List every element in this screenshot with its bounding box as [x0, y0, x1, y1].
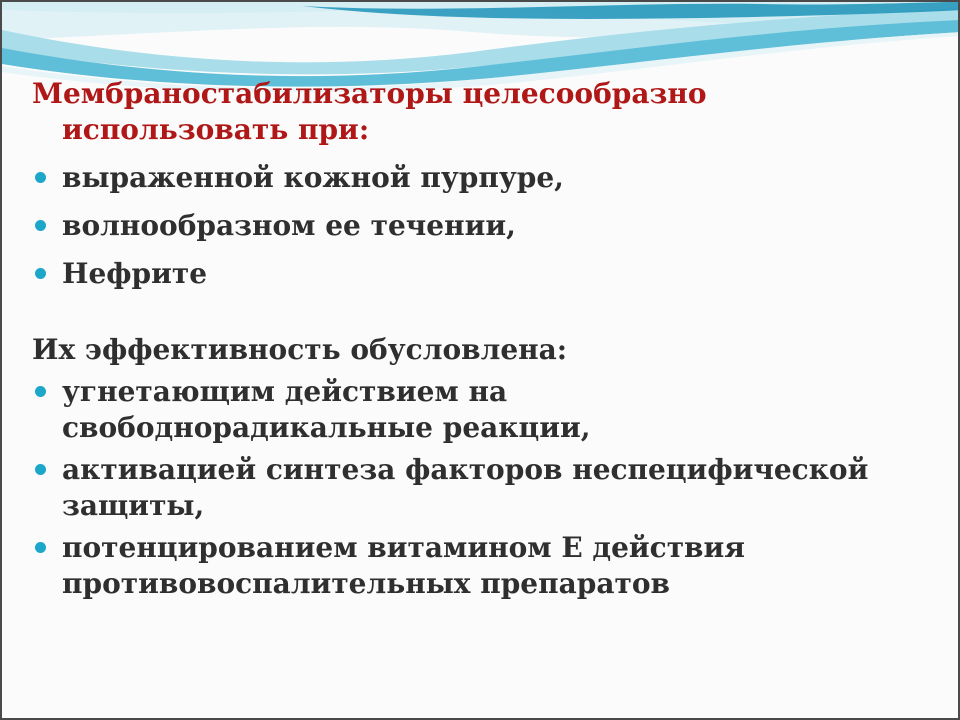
bullet-dot-icon	[35, 220, 46, 231]
bullet-dot-icon	[35, 386, 46, 397]
list-item: Нефрите	[32, 256, 932, 292]
effectiveness-list	[32, 374, 932, 602]
list-item: угнетающим действием на свободнорадикальные реакции,	[32, 374, 932, 446]
heading-indications-line2: использовать при:	[62, 113, 370, 146]
heading-indications	[32, 76, 932, 148]
indications-list	[32, 160, 932, 292]
bullet-dot-icon	[35, 268, 46, 279]
list-item: активацией синтеза факторов неспецифической защиты,	[32, 452, 932, 524]
bullet-dot-icon	[35, 542, 46, 553]
list-item: выраженной кожной пурпуре,	[32, 160, 932, 196]
list-item: волнообразном ее течении,	[32, 208, 932, 244]
heading-effectiveness: Их эффективность обусловлена:	[32, 333, 568, 366]
slide-content	[32, 76, 932, 602]
bullet-dot-icon	[35, 464, 46, 475]
list-item: потенцированием витамином Е действия противовоспалительных препаратов	[32, 530, 932, 602]
heading-indications-line1: Мембраностабилизаторы целесообразно	[32, 77, 707, 110]
bullet-dot-icon	[35, 172, 46, 183]
